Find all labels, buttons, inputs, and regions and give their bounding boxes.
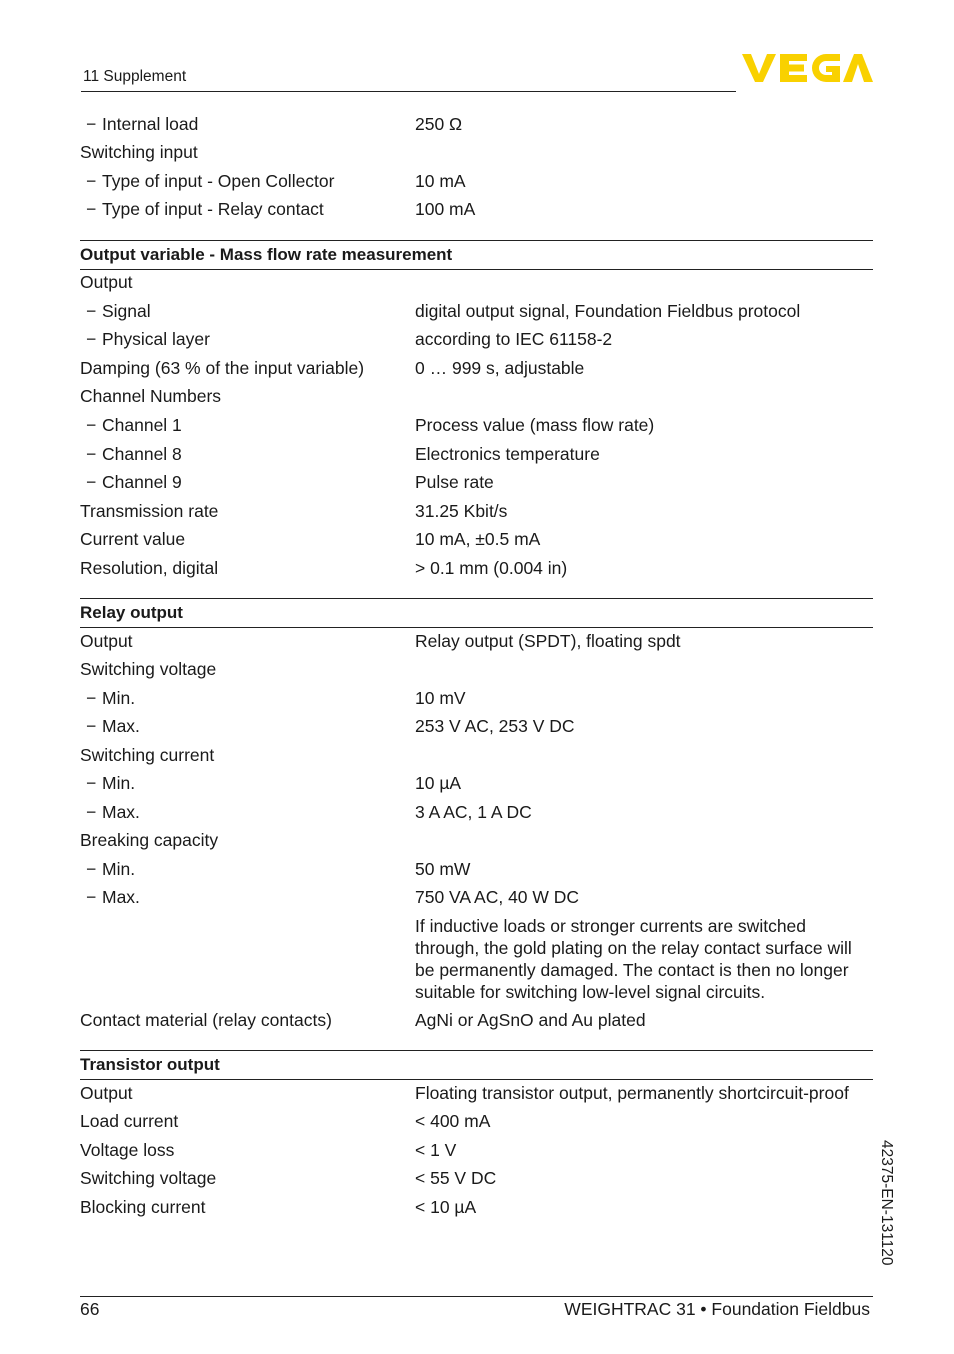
spec-value: 750 VA AC, 40 W DC [415, 887, 580, 907]
spec-row [80, 828, 873, 852]
spec-label-text: Breaking capacity [80, 830, 219, 850]
spec-row [80, 356, 873, 380]
spec-label [86, 771, 135, 795]
spec-label [80, 657, 216, 681]
spec-row [80, 140, 873, 164]
spec-value: 10 mA, ±0.5 mA [415, 529, 541, 549]
spec-label-text: Damping (63 % of the input variable) [80, 358, 365, 378]
spec-value: < 10 µA [415, 1197, 477, 1217]
spec-label [86, 299, 151, 323]
spec-label [80, 629, 133, 653]
page-number: 66 [80, 1299, 100, 1319]
spec-label-text: Channel 8 [102, 444, 182, 464]
spec-label-text: Switching input [80, 142, 198, 162]
spec-row [80, 686, 873, 710]
spec-label-text: Physical layer [102, 329, 210, 349]
dash-bullet: − [86, 802, 97, 822]
document-title: WEIGHTRAC 31 • Foundation Fieldbus [564, 1299, 870, 1319]
spec-row [80, 714, 873, 738]
spec-label [86, 197, 324, 221]
spec-row [80, 857, 873, 881]
spec-label-text: Internal load [102, 114, 199, 134]
spec-label-text: Switching voltage [80, 659, 217, 679]
spec-row [80, 470, 873, 494]
spec-label [86, 413, 182, 437]
spec-label-text: Min. [102, 688, 136, 708]
spec-value: according to IEC 61158-2 [415, 329, 613, 349]
spec-label-text: Min. [102, 859, 136, 879]
spec-row [80, 413, 873, 437]
spec-row [80, 270, 873, 294]
spec-label [80, 556, 218, 580]
spec-label [86, 442, 182, 466]
spec-label-text: Max. [102, 716, 140, 736]
spec-label [86, 857, 135, 881]
spec-label-text: Switching current [80, 745, 215, 765]
spec-value: 0 … 999 s, adjustable [415, 358, 585, 378]
spec-row [80, 527, 873, 551]
spec-label [80, 356, 364, 380]
section-header [80, 1050, 873, 1080]
dash-bullet: − [86, 114, 97, 134]
dash-bullet: − [86, 688, 97, 708]
spec-label-text: Max. [102, 887, 140, 907]
spec-row [80, 1166, 873, 1190]
spec-value: 10 mA [415, 171, 466, 191]
spec-row [80, 1195, 873, 1219]
dash-bullet: − [86, 444, 97, 464]
dash-bullet: − [86, 301, 97, 321]
spec-label-text: Contact material (relay contacts) [80, 1010, 332, 1030]
spec-row [80, 629, 873, 653]
spec-label [80, 270, 133, 294]
spec-value: > 0.1 mm (0.004 in) [415, 558, 568, 578]
spec-label [86, 112, 198, 136]
spec-label [80, 1081, 133, 1105]
section-title: Transistor output [80, 1055, 220, 1074]
spec-row [80, 771, 873, 795]
spec-label-text: Output [80, 272, 133, 292]
spec-label [80, 527, 185, 551]
spec-label [80, 140, 198, 164]
dash-bullet: − [86, 171, 97, 191]
spec-label [86, 169, 334, 193]
spec-label-text: Blocking current [80, 1197, 206, 1217]
spec-label [86, 885, 140, 909]
spec-row [80, 1081, 873, 1105]
spec-value: 3 A AC, 1 A DC [415, 802, 532, 822]
note-line: suitable for switching low-level signal circuits. [415, 982, 766, 1002]
dash-bullet: − [86, 859, 97, 879]
spec-label-text: Type of input - Relay contact [102, 199, 324, 219]
note-line: be permanently damaged. The contact is then no longer [415, 960, 849, 980]
dash-bullet: − [86, 415, 97, 435]
spec-label-text: Channel 9 [102, 472, 182, 492]
dash-bullet: − [86, 199, 97, 219]
spec-label-text: Signal [102, 301, 151, 321]
spec-label [86, 327, 210, 351]
spec-value: Floating transistor output, permanently shortcircuit-proof [415, 1083, 849, 1103]
spec-label-text: Max. [102, 802, 140, 822]
spec-row [80, 169, 873, 193]
spec-label [80, 743, 214, 767]
spec-row [80, 299, 873, 323]
spec-row [80, 327, 873, 351]
note-line: If inductive loads or stronger currents are switched [415, 916, 807, 936]
spec-value: < 1 V [415, 1140, 457, 1160]
header-rule [81, 91, 736, 92]
dash-bullet: − [86, 472, 97, 492]
section-title: Relay output [80, 603, 183, 622]
spec-label [86, 800, 140, 824]
spec-value: 50 mW [415, 859, 471, 879]
spec-value: AgNi or AgSnO and Au plated [415, 1010, 646, 1030]
spec-label-text: Min. [102, 773, 136, 793]
spec-row [80, 442, 873, 466]
spec-row [80, 657, 873, 681]
spec-label [86, 686, 135, 710]
spec-label [80, 1138, 174, 1162]
spec-label-text: Voltage loss [80, 1140, 175, 1160]
spec-value: < 55 V DC [415, 1168, 497, 1188]
spec-row [80, 743, 873, 767]
header-section-label: 11 Supplement [83, 68, 187, 85]
spec-value: 253 V AC, 253 V DC [415, 716, 575, 736]
spec-label-text: Type of input - Open Collector [102, 171, 335, 191]
spec-value: 100 mA [415, 199, 476, 219]
spec-value: 10 µA [415, 773, 462, 793]
spec-label-text: Switching voltage [80, 1168, 217, 1188]
section-header [80, 598, 873, 628]
spec-value: digital output signal, Foundation Fieldbus protocol [415, 301, 801, 321]
dash-bullet: − [86, 773, 97, 793]
spec-row [80, 556, 873, 580]
spec-row [80, 800, 873, 824]
footer-rule [80, 1296, 873, 1297]
section-header [80, 240, 873, 270]
spec-value: 250 Ω [415, 114, 463, 134]
spec-label-text: Transmission rate [80, 501, 219, 521]
spec-value: 31.25 Kbit/s [415, 501, 508, 521]
spec-row [80, 197, 873, 221]
spec-value: < 400 mA [415, 1111, 491, 1131]
spec-label [86, 470, 182, 494]
spec-label-text: Output [80, 631, 133, 651]
dash-bullet: − [86, 329, 97, 349]
dash-bullet: − [86, 716, 97, 736]
spec-value: Process value (mass flow rate) [415, 415, 655, 435]
spec-row [80, 1109, 873, 1133]
spec-label [80, 1008, 332, 1032]
spec-label [80, 1109, 178, 1133]
relay-note [415, 915, 875, 1003]
document-code: 42375-EN-131120 [878, 1140, 895, 1266]
spec-label [80, 828, 218, 852]
spec-value: Pulse rate [415, 472, 494, 492]
spec-row [80, 1008, 873, 1032]
vega-logo [742, 52, 873, 84]
spec-label [80, 499, 218, 523]
spec-row [80, 384, 873, 408]
spec-value: Electronics temperature [415, 444, 600, 464]
spec-row [80, 885, 873, 909]
spec-row [80, 499, 873, 523]
spec-label-text: Channel 1 [102, 415, 182, 435]
spec-label [80, 1166, 216, 1190]
spec-label [80, 384, 221, 408]
spec-row [80, 1138, 873, 1162]
spec-label-text: Output [80, 1083, 133, 1103]
spec-label-text: Channel Numbers [80, 386, 222, 406]
section-title: Output variable - Mass flow rate measurement [80, 245, 453, 264]
spec-value: Relay output (SPDT), floating spdt [415, 631, 681, 651]
spec-label-text: Resolution, digital [80, 558, 219, 578]
spec-label [86, 714, 140, 738]
spec-row [80, 112, 873, 136]
spec-label-text: Current value [80, 529, 186, 549]
dash-bullet: − [86, 887, 97, 907]
spec-label [80, 1195, 205, 1219]
spec-label-text: Load current [80, 1111, 179, 1131]
note-line: through, the gold plating on the relay contact surface will [415, 938, 852, 958]
spec-value: 10 mV [415, 688, 466, 708]
